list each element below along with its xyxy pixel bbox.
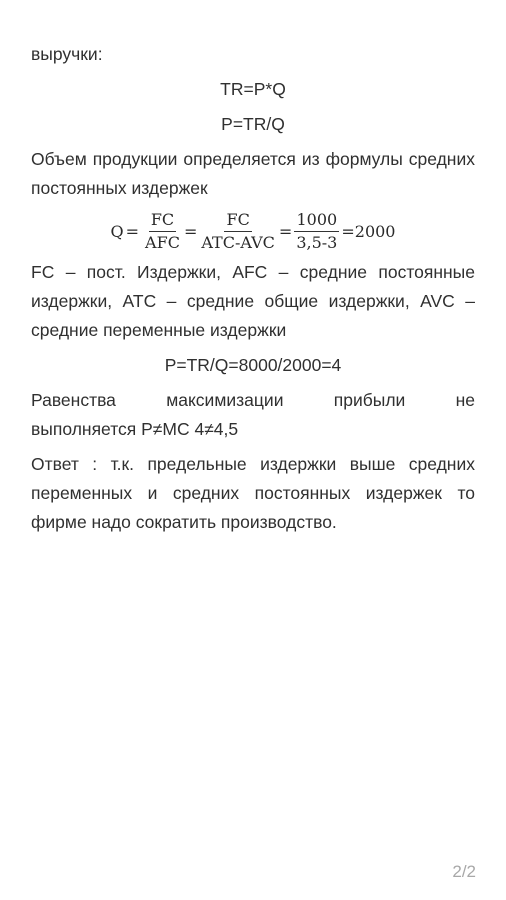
paragraph-answer: Ответ : т.к. предельные издержки выше средних переменных и средних постоянных издержек то фирме надо сократить производство. bbox=[31, 454, 475, 532]
fraction-denominator: ATC-AVC bbox=[201, 233, 275, 252]
equation-tr: TR=P*Q bbox=[220, 79, 286, 99]
formula-lhs: Q bbox=[110, 221, 124, 241]
formula-q bbox=[31, 210, 475, 253]
page-counter: 2/2 bbox=[452, 862, 476, 881]
fraction-numerator: FC bbox=[149, 210, 176, 232]
formula-eq1: = bbox=[125, 221, 140, 241]
fraction-denominator: 3,5-3 bbox=[296, 233, 338, 252]
fraction-values bbox=[294, 210, 339, 253]
document-page bbox=[31, 40, 475, 537]
paragraph-equality-line2: выполняется P≠MC 4≠4,5 bbox=[31, 419, 239, 439]
formula-eq3: = bbox=[278, 221, 293, 241]
paragraph-equality-line1: Равенства максимизации прибыли не bbox=[31, 390, 475, 410]
text-line-revenue: выручки: bbox=[31, 44, 103, 64]
formula-result: =2000 bbox=[341, 221, 396, 241]
equation-p: P=TR/Q bbox=[221, 114, 285, 134]
paragraph-definitions: FC – пост. Издержки, AFC – средние постоянные издержки, ATC – средние общие издержки, AVC – средние переменные издержки bbox=[31, 262, 475, 340]
paragraph-volume: Объем продукции определяется из формулы средних постоянных издержек bbox=[31, 149, 475, 198]
formula-eq2: = bbox=[183, 221, 198, 241]
fraction-denominator: AFC bbox=[145, 233, 180, 252]
equation-price: P=TR/Q=8000/2000=4 bbox=[164, 355, 342, 375]
fraction-fc-afc bbox=[143, 210, 182, 253]
fraction-fc-atc-avc bbox=[199, 210, 277, 253]
fraction-numerator: 1000 bbox=[294, 210, 339, 232]
fraction-numerator: FC bbox=[224, 210, 251, 232]
